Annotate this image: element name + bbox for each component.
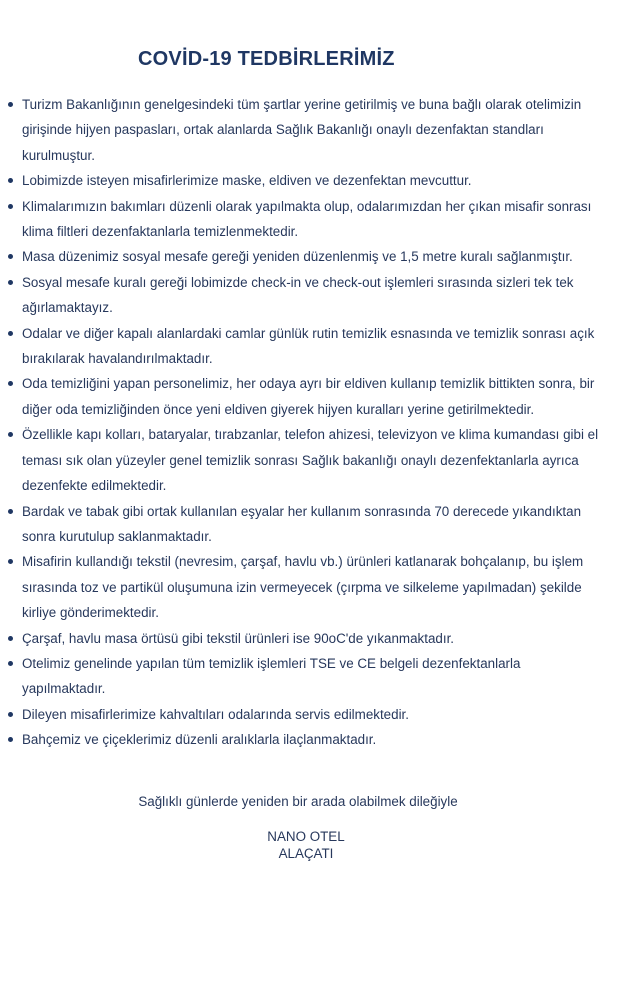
list-item	[0, 194, 618, 245]
bullet-dot-icon	[8, 254, 13, 259]
list-item	[0, 651, 618, 702]
page-title: COVİD-19 TEDBİRLERİMİZ	[138, 48, 395, 70]
closing-block	[0, 753, 618, 862]
list-item-text: Masa düzenimiz sosyal mesafe gereği yeniden düzenlenmiş ve 1,5 metre kuralı sağlanmıştır.	[22, 249, 573, 265]
list-item-text: Bahçemiz ve çiçeklerimiz düzenli aralıklarla ilaçlanmaktadır.	[22, 732, 377, 748]
list-item	[0, 422, 618, 498]
list-item-text: Turizm Bakanlığının genelgesindeki tüm şartlar yerine getirilmiş ve buna bağlı olarak otelimizin girişinde hijyen paspasları, ortak alanlarda Sağlık Bakanlığı onaylı dezenfaktan standları kurulmuştur.	[22, 97, 582, 163]
list-item-text: Oda temizliğini yapan personelimiz, her odaya ayrı bir eldiven kullanıp temizlik bittikten sonra, bir diğer oda temizliğinden önce yeni eldiven giyerek hijyen kuralları yerine getirilmektedir.	[22, 376, 595, 417]
list-item-text: Dileyen misafirlerimize kahvaltıları odalarında servis edilmektedir.	[22, 706, 409, 722]
signature	[0, 814, 618, 862]
bullet-dot-icon	[8, 204, 13, 209]
list-item-text: Otelimiz genelinde yapılan tüm temizlik işlemleri TSE ve CE belgeli dezenfektanlarla yapılmaktadır.	[22, 655, 521, 697]
list-item-text: Bardak ve tabak gibi ortak kullanılan eşyalar her kullanım sonrasında 70 derecede yıkandıktan sonra kurutulup saklanmaktadır.	[22, 503, 582, 544]
list-item	[0, 168, 618, 193]
bullet-dot-icon	[8, 712, 13, 717]
list-item-text: Çarşaf, havlu masa örtüsü gibi tekstil ürünleri ise 90oC'de yıkanmaktadır.	[22, 630, 455, 646]
list-item	[0, 244, 618, 269]
bullet-dot-icon	[8, 280, 13, 285]
list-item	[0, 702, 618, 727]
bullet-dot-icon	[8, 102, 13, 107]
bullet-dot-icon	[8, 331, 13, 336]
bullet-dot-icon	[8, 559, 13, 564]
list-item	[0, 92, 618, 168]
bullet-dot-icon	[8, 737, 13, 742]
bullet-dot-icon	[8, 636, 13, 641]
closing-wish-text: Sağlıklı günlerde yeniden bir arada olabilmek dileğiyle	[138, 793, 458, 809]
list-item-text: Misafirin kullandığı tekstil (nevresim, çarşaf, havlu vb.) ürünleri katlanarak bohçalanıp, bu işlem sırasında toz ve partikül oluşumuna izin vermeyecek (çırpma ve silkeleme yapılmadan) şekilde kirliye gönderimektedir.	[22, 554, 584, 621]
covid-measures-list	[0, 72, 618, 753]
list-item-text: Klimalarımızın bakımları düzenli olarak yapılmakta olup, odalarımızdan her çıkan misafir sonrası klima filtleri dezenfaktanlarla temizlenmektedir.	[22, 198, 592, 240]
signature-location: ALAÇATI	[278, 845, 334, 861]
list-item	[0, 270, 618, 321]
signature-hotel-name: NANO OTEL	[267, 828, 345, 844]
list-item	[0, 371, 618, 422]
bullet-dot-icon	[8, 661, 13, 666]
list-item-text: Sosyal mesafe kuralı gereği lobimizde check-in ve check-out işlemleri sırasında sizleri tek tek ağırlamaktayız.	[22, 274, 574, 316]
list-item	[0, 321, 618, 372]
list-item	[0, 626, 618, 651]
bullet-dot-icon	[8, 178, 13, 183]
bullet-dot-icon	[8, 432, 13, 437]
list-item-text: Lobimizde isteyen misafirlerimize maske, eldiven ve dezenfektan mevcuttur.	[22, 173, 472, 189]
bullet-dot-icon	[8, 509, 13, 514]
list-item-text: Özellikle kapı kolları, bataryalar, tırabzanlar, telefon ahizesi, televizyon ve klima kumandası gibi el teması sık olan yüzeyler genel temizlik sonrası Sağlık bakanlığı onaylı dezenfektanlarla ayrıca dezenfekte edilmektedir.	[22, 427, 599, 494]
list-item	[0, 499, 618, 550]
list-item	[0, 727, 618, 752]
list-item-text: Odalar ve diğer kapalı alanlardaki camlar günlük rutin temizlik esnasında ve temizlik sonrası açık bırakılarak havalandırılmaktadır.	[22, 325, 595, 367]
list-item	[0, 549, 618, 625]
bullet-dot-icon	[8, 381, 13, 386]
